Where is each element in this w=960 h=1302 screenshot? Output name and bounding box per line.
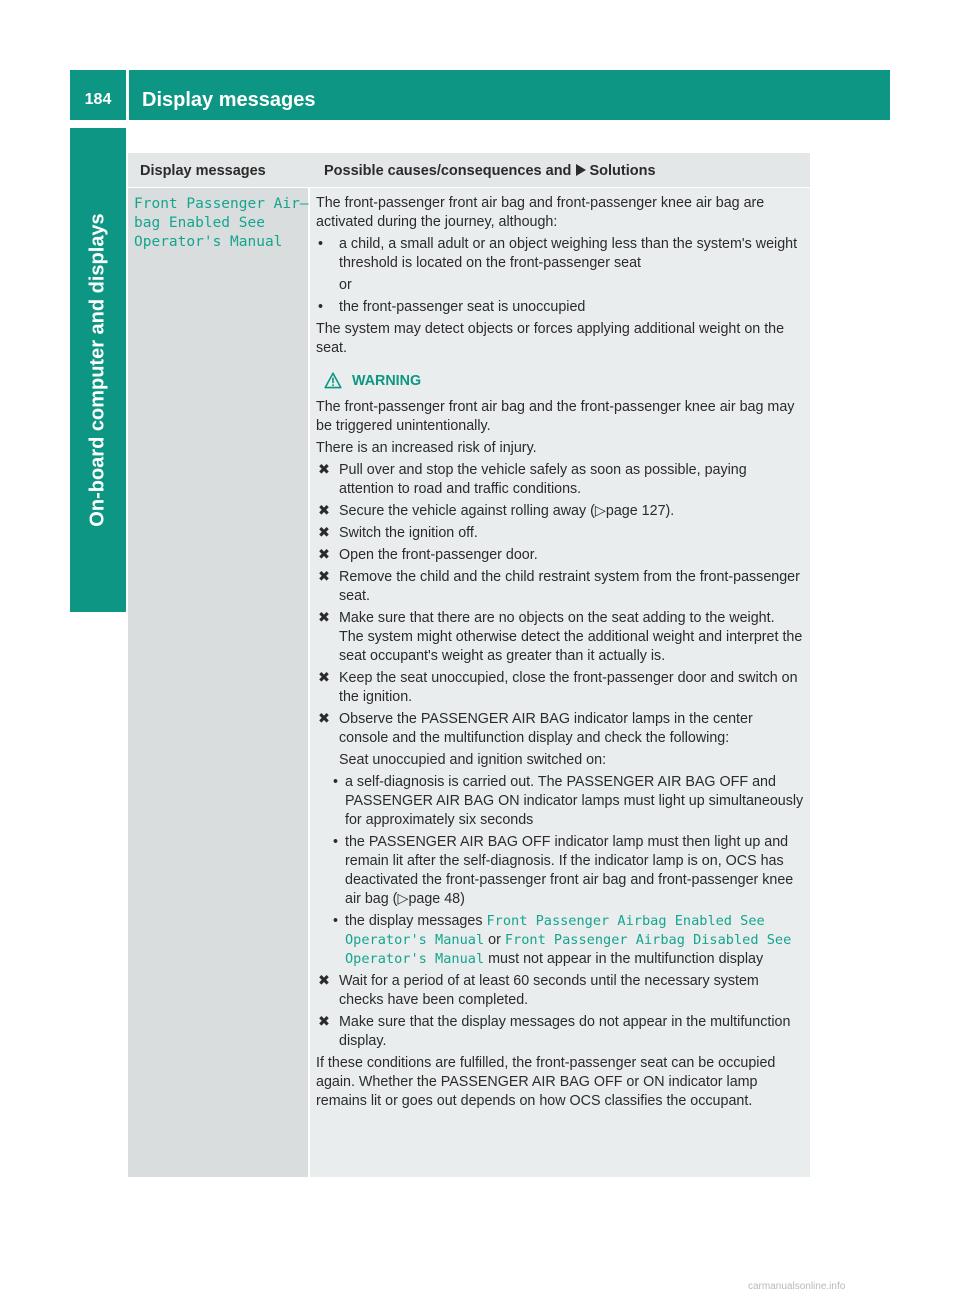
step-text: Make sure that there are no objects on the seat adding to the weight. [339, 610, 775, 626]
col-header-causes [324, 153, 656, 189]
step-text: Wait for a period of at least 60 seconds until the necessary system checks have been completed. [339, 973, 759, 1008]
step-note: The system might otherwise detect the additional weight and interpret the seat occupant's weight as greater than it actually is. [339, 629, 803, 664]
section-side-tab [70, 128, 126, 612]
bullet-icon: • [318, 236, 324, 252]
closing-text: If these conditions are fulfilled, the front-passenger seat can be occupied again. Whether the PASSENGER AIR BAG OFF or ON indicator lamp remains lit or goes out depends on how OCS classifies the occupant. [316, 1055, 776, 1109]
step-text: Keep the seat unoccupied, close the front-passenger door and switch on the ignition. [339, 670, 798, 705]
intro-text: The front-passenger front air bag and front-passenger knee air bag are activated during the journey, although: [316, 195, 765, 230]
bullet-icon: • [333, 774, 339, 790]
step-text: Switch the ignition off. [339, 525, 478, 541]
or-text: or [339, 277, 352, 293]
col-header-causes-text: Possible causes/consequences and [324, 163, 572, 179]
x-step-icon: ✖ [318, 462, 330, 478]
sub-list-text-end: must not appear in the multifunction display [488, 951, 764, 967]
col-header-messages: Display messages [140, 163, 266, 179]
step-item [316, 1013, 804, 1051]
x-step-icon: ✖ [318, 547, 330, 563]
display-message-line: Front Passenger Air– [134, 196, 309, 212]
display-message-line: bag Enabled See [134, 215, 265, 231]
play-triangle-icon [576, 164, 586, 176]
step-item [316, 546, 804, 565]
solutions-column [310, 188, 810, 1177]
display-message [134, 195, 309, 252]
step-text: Pull over and stop the vehicle safely as soon as possible, paying attention to road and traffic conditions. [339, 462, 747, 497]
step-item [316, 609, 804, 666]
inline-display-message: Front Passenger Airbag Disabled See Operator's Manual [345, 932, 792, 967]
sub-list-text: the PASSENGER AIR BAG OFF indicator lamp must then light up and remain lit after the self-diagnosis. If the indicator lamp is on, OCS has deactivated the front-passenger front air bag and front-passenger knee air bag ( [345, 834, 794, 907]
step-text: Observe the PASSENGER AIR BAG indicator lamps in the center console and the multifunction display and check the following: [339, 711, 753, 746]
step-item [316, 568, 804, 606]
x-step-icon: ✖ [318, 610, 330, 626]
step-item [316, 502, 804, 521]
list-item-text: the front-passenger seat is unoccupied [339, 299, 586, 315]
display-message-line: Operator's Manual [134, 234, 283, 250]
bullet-icon: • [333, 913, 339, 929]
x-step-icon: ✖ [318, 525, 330, 541]
col-header-solutions-text: Solutions [589, 163, 656, 179]
x-step-icon: ✖ [318, 670, 330, 686]
sub-list-text: the display messages [345, 913, 483, 929]
page-number: 184 [84, 91, 112, 108]
sub-list-text-ref: page 48) [408, 891, 465, 907]
x-step-icon: ✖ [318, 503, 330, 519]
bullet-icon: • [333, 834, 339, 850]
sub-list-text-or: or [488, 932, 501, 948]
page-reference-arrow-icon: ▷ [594, 503, 606, 519]
message-column [128, 188, 308, 1177]
list-item [316, 298, 804, 317]
step-item [316, 524, 804, 543]
list-item-text: a child, a small adult or an object weighing less than the system's weight threshold is located on the front-passenger seat [339, 236, 798, 271]
warning-text: The front-passenger front air bag and the front-passenger knee air bag may be triggered unintentionally. [316, 399, 795, 434]
x-step-icon: ✖ [318, 973, 330, 989]
step-subheading: Seat unoccupied and ignition switched on: [339, 752, 607, 768]
page-header [70, 70, 890, 120]
section-label: On-board computer and displays [86, 213, 109, 527]
warning-triangle-icon [324, 372, 342, 389]
detect-text: The system may detect objects or forces applying additional weight on the seat. [316, 321, 785, 356]
step-item [316, 710, 804, 748]
step-text: Open the front-passenger door. [339, 547, 538, 563]
table-header [128, 153, 810, 187]
inline-display-message: Front Passenger Airbag Enabled See Operator's Manual [345, 913, 765, 948]
step-text-ref: page 127). [605, 503, 675, 519]
step-text: Remove the child and the child restraint system from the front-passenger seat. [339, 569, 800, 604]
x-step-icon: ✖ [318, 1014, 330, 1030]
solutions-content [316, 194, 804, 1114]
warning-heading [324, 370, 804, 392]
header-divider [126, 70, 129, 120]
page-reference-arrow-icon: ▷ [397, 891, 409, 907]
sub-list-item [333, 912, 804, 969]
warning-label: WARNING [352, 373, 422, 389]
list-item [316, 235, 804, 273]
step-text: Make sure that the display messages do not appear in the multifunction display. [339, 1014, 791, 1049]
sub-list-text: a self-diagnosis is carried out. The PASSENGER AIR BAG OFF and PASSENGER AIR BAG ON indicator lamps must light up simultaneously for approximately six seconds [345, 774, 804, 828]
watermark: carmanualsonline.info [748, 1281, 846, 1292]
risk-text: There is an increased risk of injury. [316, 440, 537, 456]
step-text: Secure the vehicle against rolling away ( [339, 503, 595, 519]
sub-list-item [333, 773, 804, 830]
bullet-icon: • [318, 299, 324, 315]
sub-list-item [333, 833, 804, 909]
step-item [316, 461, 804, 499]
x-step-icon: ✖ [318, 711, 330, 727]
page-title: Display messages [142, 89, 316, 111]
step-item [316, 972, 804, 1010]
x-step-icon: ✖ [318, 569, 330, 585]
step-item [316, 669, 804, 707]
